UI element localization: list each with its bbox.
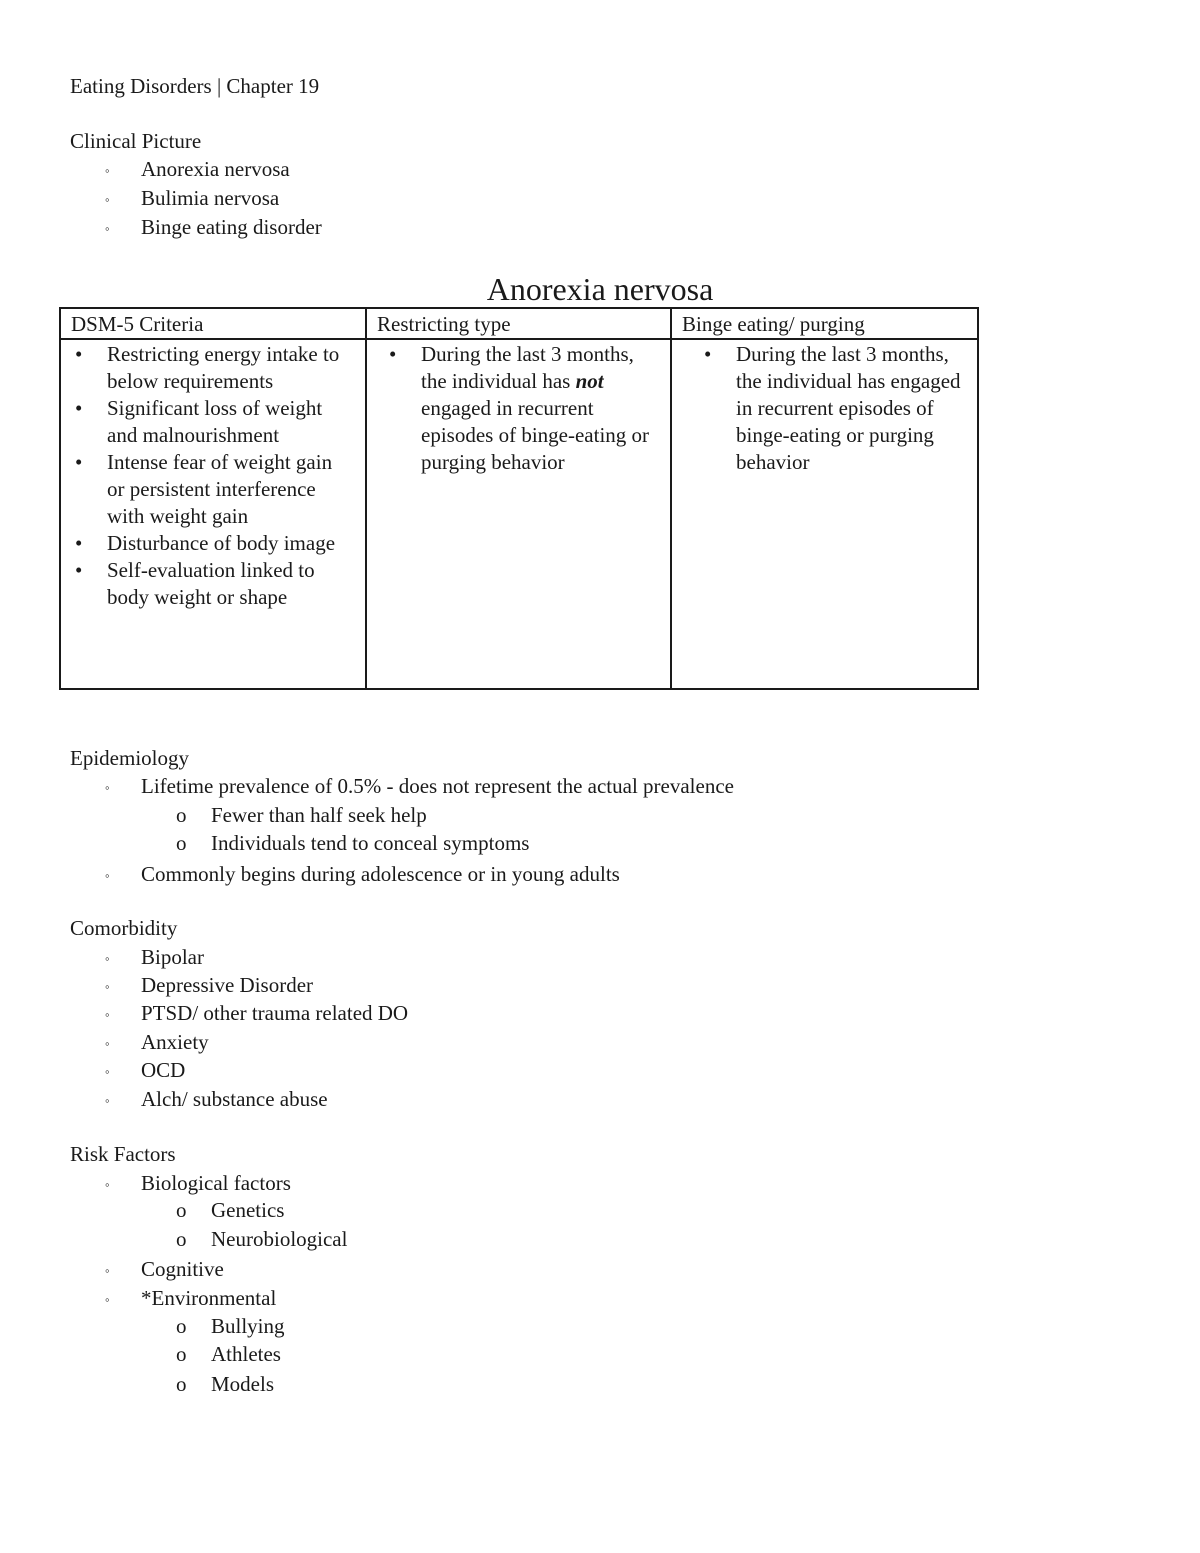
- criteria-item: • Disturbance of body image: [107, 530, 351, 557]
- table-header-cell: DSM-5 Criteria: [60, 308, 366, 339]
- epidemiology-subitem: Individuals tend to conceal symptoms: [211, 831, 530, 855]
- epidemiology-item: Commonly begins during adolescence or in young adults: [141, 862, 620, 886]
- criteria-item: • Significant loss of weight and malnourishment: [107, 395, 351, 449]
- bullet-icon: ◦: [105, 868, 110, 883]
- table-header-cell: Restricting type: [366, 308, 671, 339]
- criteria-table: [59, 307, 979, 690]
- sub-bullet-icon: o: [176, 1372, 187, 1396]
- epidemiology-item: Lifetime prevalence of 0.5% - does not represent the actual prevalence: [141, 774, 734, 798]
- restricting-type-cell: [366, 339, 671, 689]
- bullet-icon: ◦: [105, 163, 110, 178]
- comorbidity-item: Anxiety: [141, 1030, 209, 1054]
- risk-factors-heading: Risk Factors: [70, 1142, 176, 1166]
- bullet-icon: ◦: [105, 1263, 110, 1278]
- comorbidity-item: Depressive Disorder: [141, 973, 314, 997]
- risk-factor-subitem: Neurobiological: [211, 1227, 348, 1251]
- comorbidity-heading: Comorbidity: [70, 916, 178, 940]
- risk-factor-subitem: Models: [211, 1372, 274, 1396]
- table-body-row: [60, 339, 978, 689]
- criteria-item: • Self-evaluation linked to body weight or shape: [107, 557, 351, 611]
- risk-factor-subitem: Genetics: [211, 1198, 285, 1222]
- comorbidity-item: PTSD/ other trauma related DO: [141, 1001, 409, 1025]
- clinical-item: Binge eating disorder: [141, 215, 322, 239]
- comorbidity-item: Bipolar: [141, 945, 204, 969]
- epidemiology-heading: Epidemiology: [70, 746, 189, 770]
- bullet-icon: ◦: [105, 1093, 110, 1108]
- risk-factor-item: Cognitive: [141, 1257, 224, 1281]
- restricting-text-pre: During the last 3 months, the individual has: [421, 342, 634, 393]
- document-title: Eating Disorders | Chapter 19: [70, 74, 320, 98]
- restricting-type-item: [421, 341, 664, 476]
- bullet-icon: ◦: [105, 979, 110, 994]
- bullet-icon: ◦: [105, 192, 110, 207]
- restricting-text-post: engaged in recurrent episodes of binge-eating or purging behavior: [421, 396, 650, 474]
- bullet-icon: ◦: [105, 780, 110, 795]
- bullet-icon: ◦: [105, 221, 110, 236]
- sub-bullet-icon: o: [176, 1314, 187, 1338]
- bullet-icon: ◦: [105, 1064, 110, 1079]
- comorbidity-item: OCD: [141, 1058, 186, 1082]
- bullet-icon: ◦: [105, 1007, 110, 1022]
- risk-factor-subitem: Athletes: [211, 1342, 281, 1366]
- table-title: Anorexia nervosa: [486, 271, 714, 307]
- criteria-item: • Restricting energy intake to below requirements: [107, 341, 351, 395]
- bullet-icon: ◦: [105, 1177, 110, 1192]
- bullet-icon: ◦: [105, 1036, 110, 1051]
- sub-bullet-icon: o: [176, 1342, 187, 1366]
- risk-factor-subitem: Bullying: [211, 1314, 285, 1338]
- sub-bullet-icon: o: [176, 803, 187, 827]
- clinical-item: Bulimia nervosa: [141, 186, 280, 210]
- dsm5-criteria-cell: [60, 339, 366, 689]
- clinical-item: Anorexia nervosa: [141, 157, 290, 181]
- binge-purging-cell: [671, 339, 978, 689]
- bullet-icon: ◦: [105, 1292, 110, 1307]
- sub-bullet-icon: o: [176, 831, 187, 855]
- comorbidity-item: Alch/ substance abuse: [141, 1087, 328, 1111]
- clinical-picture-heading: Clinical Picture: [70, 129, 202, 153]
- table-header-row: [60, 308, 978, 339]
- criteria-item: • Intense fear of weight gain or persistent interference with weight gain: [107, 449, 351, 530]
- sub-bullet-icon: o: [176, 1227, 187, 1251]
- sub-bullet-icon: o: [176, 1198, 187, 1222]
- table-header-cell: Binge eating/ purging: [671, 308, 978, 339]
- epidemiology-subitem: Fewer than half seek help: [211, 803, 427, 827]
- emphasis-not: not: [575, 369, 604, 393]
- bullet-icon: ◦: [105, 951, 110, 966]
- binge-purging-item: • During the last 3 months, the individual has engaged in recurrent episodes of binge-eating or purging behavior: [736, 341, 971, 476]
- risk-factor-item: *Environmental: [141, 1286, 277, 1310]
- risk-factor-item: Biological factors: [141, 1171, 291, 1195]
